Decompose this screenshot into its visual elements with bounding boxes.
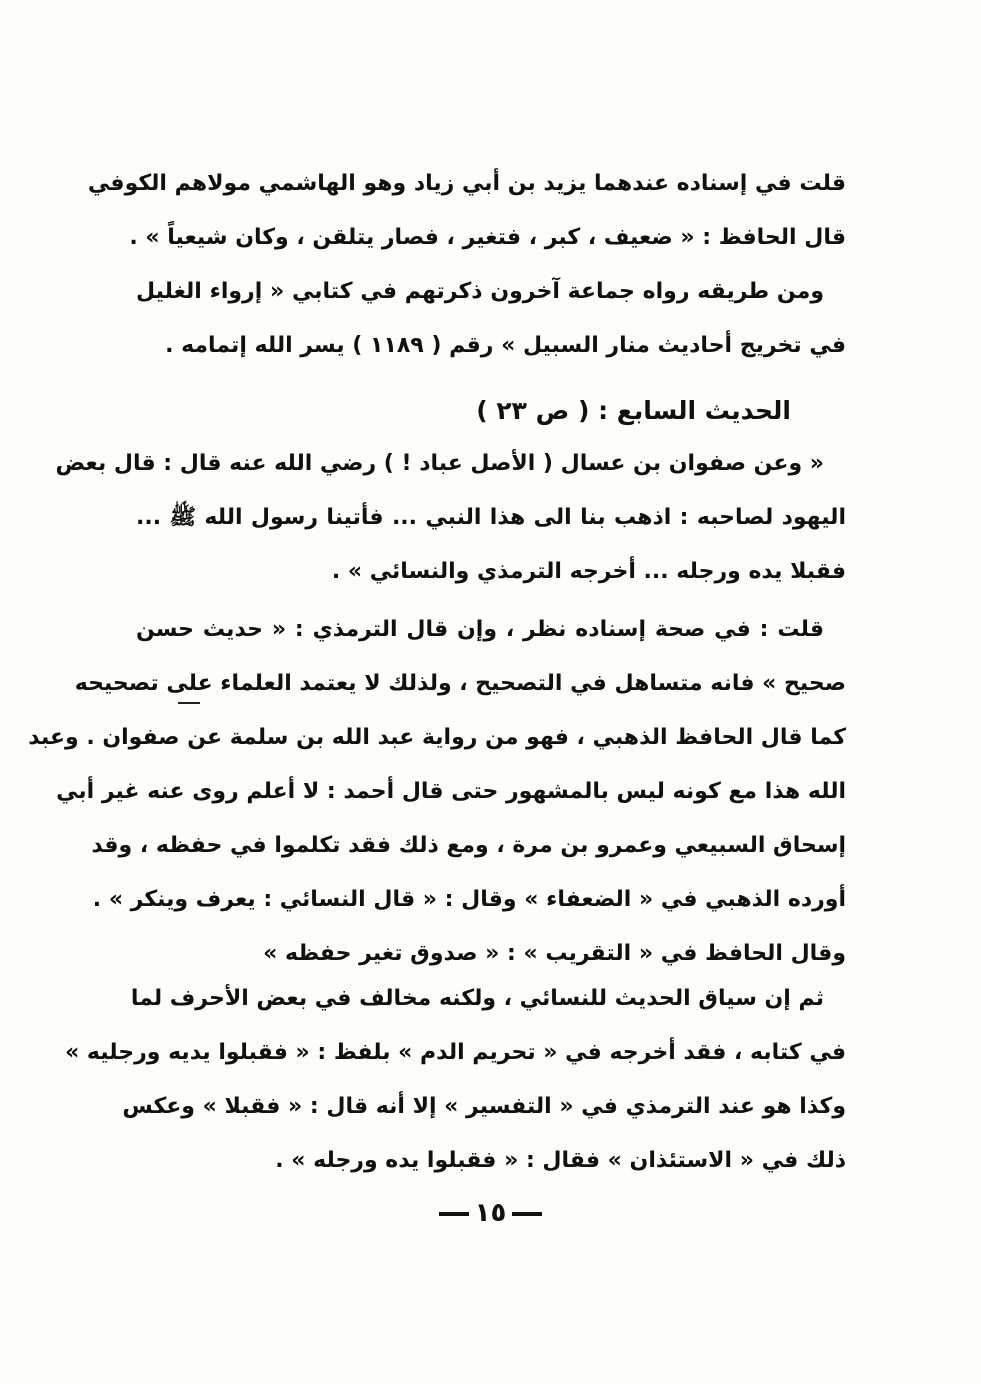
text-line: إسحاق السبيعي وعمرو بن مرة ، ومع ذلك فقد تكلموا في حفظه ، وقد: [91, 833, 846, 858]
paragraph-hadith-quote: [55, 437, 846, 599]
text-line: اليهود لصاحبه : اذهب بنا الى هذا النبي ... فأتينا رسول الله ﷺ ...: [136, 505, 846, 530]
text-line: ومن طريقه رواه جماعة آخرون ذكرتهم في كتابي « إرواء الغليل: [136, 279, 824, 304]
text-line: فقبلا يده ورجله ... أخرجه الترمذي والنسائي » .: [331, 559, 846, 584]
text-line: قلت : في صحة إسناده نظر ، وإن قال الترمذي : « حديث حسن: [136, 617, 824, 642]
margin-mark: [178, 702, 200, 704]
text-line: في تخريج أحاديث منار السبيل » رقم ( ١١٨٩ ) يسر الله إتمامه .: [165, 333, 846, 358]
dash-decoration: [512, 1212, 542, 1216]
paragraph-wording-differences: [65, 972, 846, 1188]
text-line: صحيح » فانه متساهل في التصحيح ، ولذلك لا يعتمد العلماء على تصحيحه: [74, 671, 846, 696]
text-line: كما قال الحافظ الذهبي ، فهو من رواية عبد الله بن سلمة عن صفوان . وعبد: [28, 725, 846, 750]
text-line: قلت في إسناده عندهما يزيد بن أبي زياد وهو الهاشمي مولاهم الكوفي: [87, 171, 846, 196]
text-line: وكذا هو عند الترمذي في « التفسير » إلا أنه قال : « فقبلا » وعكس: [122, 1094, 846, 1119]
paragraph-isnad-note: [87, 157, 846, 373]
text-line: ذلك في « الاستئذان » فقال : « فقبلوا يده ورجله » .: [275, 1148, 846, 1173]
section-heading: الحديث السابع : ( ص ٢٣ ): [476, 396, 791, 425]
paragraph-commentary: [28, 603, 846, 981]
text-line: ثم إن سياق الحديث للنسائي ، ولكنه مخالف في بعض الأحرف لما: [130, 986, 824, 1011]
text-line: أورده الذهبي في « الضعفاء » وقال : « قال النسائي : يعرف وينكر » .: [92, 887, 846, 912]
text-line: في كتابه ، فقد أخرجه في « تحريم الدم » بلفظ : « فقبلوا يديه ورجليه »: [65, 1040, 846, 1065]
dash-decoration: [439, 1212, 469, 1216]
text-line: « وعن صفوان بن عسال ( الأصل عباد ! ) رضي الله عنه قال : قال بعض: [55, 451, 824, 476]
text-line: الله هذا مع كونه ليس بالمشهور حتى قال أحمد : لا أعلم روى عنه غير أبي: [56, 779, 846, 804]
text-line: وقال الحافظ في « التقريب » : « صدوق تغير حفظه »: [263, 941, 846, 966]
page-number-value: ١٥: [474, 1198, 507, 1228]
text-line: قال الحافظ : « ضعيف ، كبر ، فتغير ، فصار يتلقن ، وكان شيعياً » .: [129, 225, 846, 250]
page-number: [0, 1198, 981, 1228]
